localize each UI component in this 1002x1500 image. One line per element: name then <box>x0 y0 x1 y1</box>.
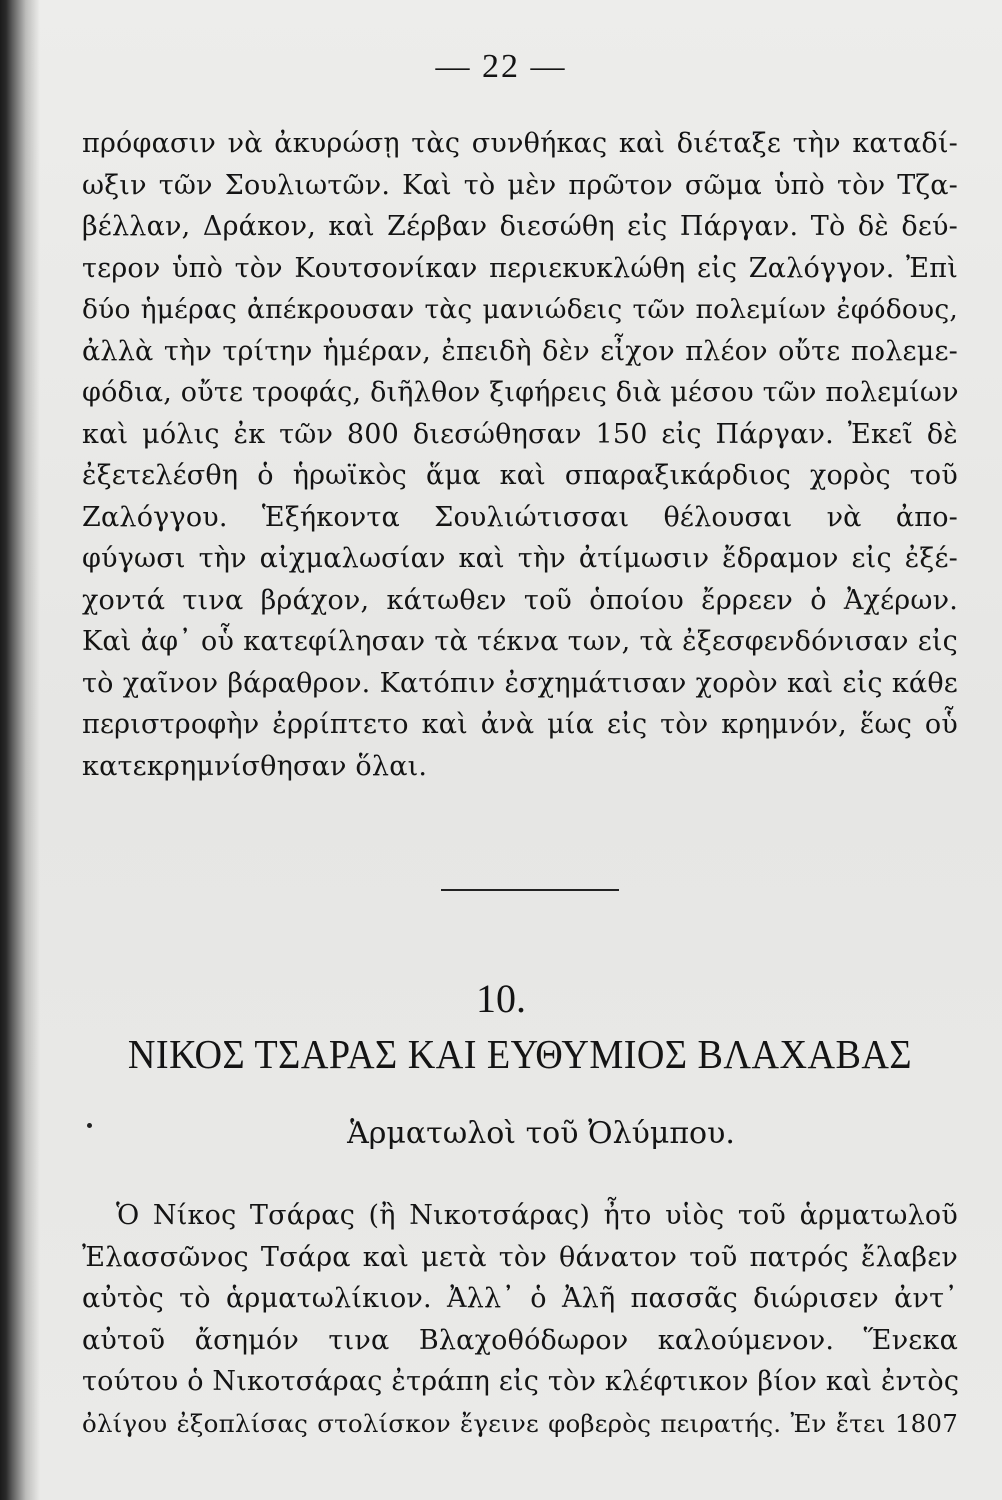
text-line: καὶ μόλις ἐκ τῶν 800 διεσώθησαν 150 εἰς Πάργαν. Ἐκεῖ δὲ <box>82 418 958 450</box>
text-line: φόδια, οὔτε τροφάς, διῆλθον ξιφήρεις διὰ μέσου τῶν πολεμίων <box>82 377 959 408</box>
text-line: χοντά τινα βράχον, κάτωθεν τοῦ ὁποίου ἔρρεεν ὁ Ἀχέρων. <box>82 584 958 616</box>
text-line: ἀλλὰ τὴν τρίτην ἡμέραν, ἐπειδὴ δὲν εἶχον πλέον οὔτε πολεμε- <box>82 335 958 367</box>
page-binding-shadow <box>0 0 40 1500</box>
text-line: βέλλαν, Δράκον, καὶ Ζέρβαν διεσώθη εἰς Πάργαν. Τὸ δὲ δεύ- <box>82 211 958 242</box>
section-divider <box>441 889 619 891</box>
text-line: Καὶ ἀφ᾽ οὗ κατεφίλησαν τὰ τέκνα των, τὰ ἐξεσφενδόνισαν εἰς <box>82 626 958 657</box>
section-subtitle: Ἁρματωλοὶ τοῦ Ὀλύμπου. <box>347 1116 735 1151</box>
body-text <box>82 123 958 787</box>
text-line: Ἐλασσῶνος Τσάρα καὶ μετὰ τὸν θάνατον τοῦ πατρός ἔλαβεν <box>82 1241 958 1273</box>
text-line: ἐξετελέσθη ὁ ἡρωϊκὸς ἅμα καὶ σπαραξικάρδιος χορὸς τοῦ <box>82 460 958 491</box>
text-line: δύο ἡμέρας ἀπέκρουσαν τὰς μανιώδεις τῶν πολεμίων ἐφόδους, <box>82 294 958 325</box>
text-line: φύγωσι τὴν αἰχμαλωσίαν καὶ τὴν ἀτίμωσιν ἔδραμον εἰς ἐξέ- <box>82 543 958 574</box>
text-line: ὀλίγου ἐξοπλίσας στολίσκον ἔγεινε φοβερὸς πειρατής. Ἐν ἔτει 1807 <box>82 1408 958 1438</box>
section-number: 10. <box>476 976 526 1021</box>
text-line: ωξιν τῶν Σουλιωτῶν. Καὶ τὸ μὲν πρῶτον σῶμα ὑπὸ τὸν Τζα- <box>82 169 958 201</box>
text-line: Ζαλόγγου. Ἑξήκοντα Σουλιώτισσαι θέλουσαι νὰ ἀπο- <box>82 501 958 533</box>
text-line: τερον ὑπὸ τὸν Κουτσονίκαν περιεκυκλώθη εἰς Ζαλόγγον. Ἐπὶ <box>82 252 958 284</box>
text-line: τούτου ὁ Νικοτσάρας ἐτράπη εἰς τὸν κλέφτικον βίον καὶ ἐντὸς <box>82 1366 960 1397</box>
section-body-text <box>82 1195 958 1444</box>
page-number: — 22 — <box>435 48 567 85</box>
text-line: περιστροφὴν ἐρρίπτετο καὶ ἀνὰ μία εἰς τὸν κρημνόν, ἕως οὗ <box>82 709 958 740</box>
text-line: πρόφασιν νὰ ἀκυρώσῃ τὰς συνθήκας καὶ διέταξε τὴν καταδί- <box>82 128 958 159</box>
text-line: τὸ χαῖνον βάραθρον. Κατόπιν ἐσχημάτισαν χορὸν καὶ εἰς κάθε <box>82 667 958 699</box>
text-line: κατεκρημνίσθησαν ὅλαι. <box>82 750 428 782</box>
section-title: ΝΙΚΟΣ ΤΣΑΡΑΣ ΚΑΙ ΕΥΘΥΜΙΟΣ ΒΛΑΧΑΒΑΣ <box>127 1031 913 1077</box>
text-line: Ὁ Νίκος Τσάρας (ἢ Νικοτσάρας) ἦτο υἱὸς τοῦ ἁρματωλοῦ <box>116 1200 958 1231</box>
text-line: αὐτοῦ ἄσημόν τινα Βλαχοθόδωρον καλούμενον. Ἕνεκα <box>82 1324 958 1356</box>
text-line: αὐτὸς τὸ ἁρματωλίκιον. Ἀλλ᾽ ὁ Ἀλῆ πασσᾶς διώρισεν ἀντ᾽ <box>82 1283 958 1314</box>
